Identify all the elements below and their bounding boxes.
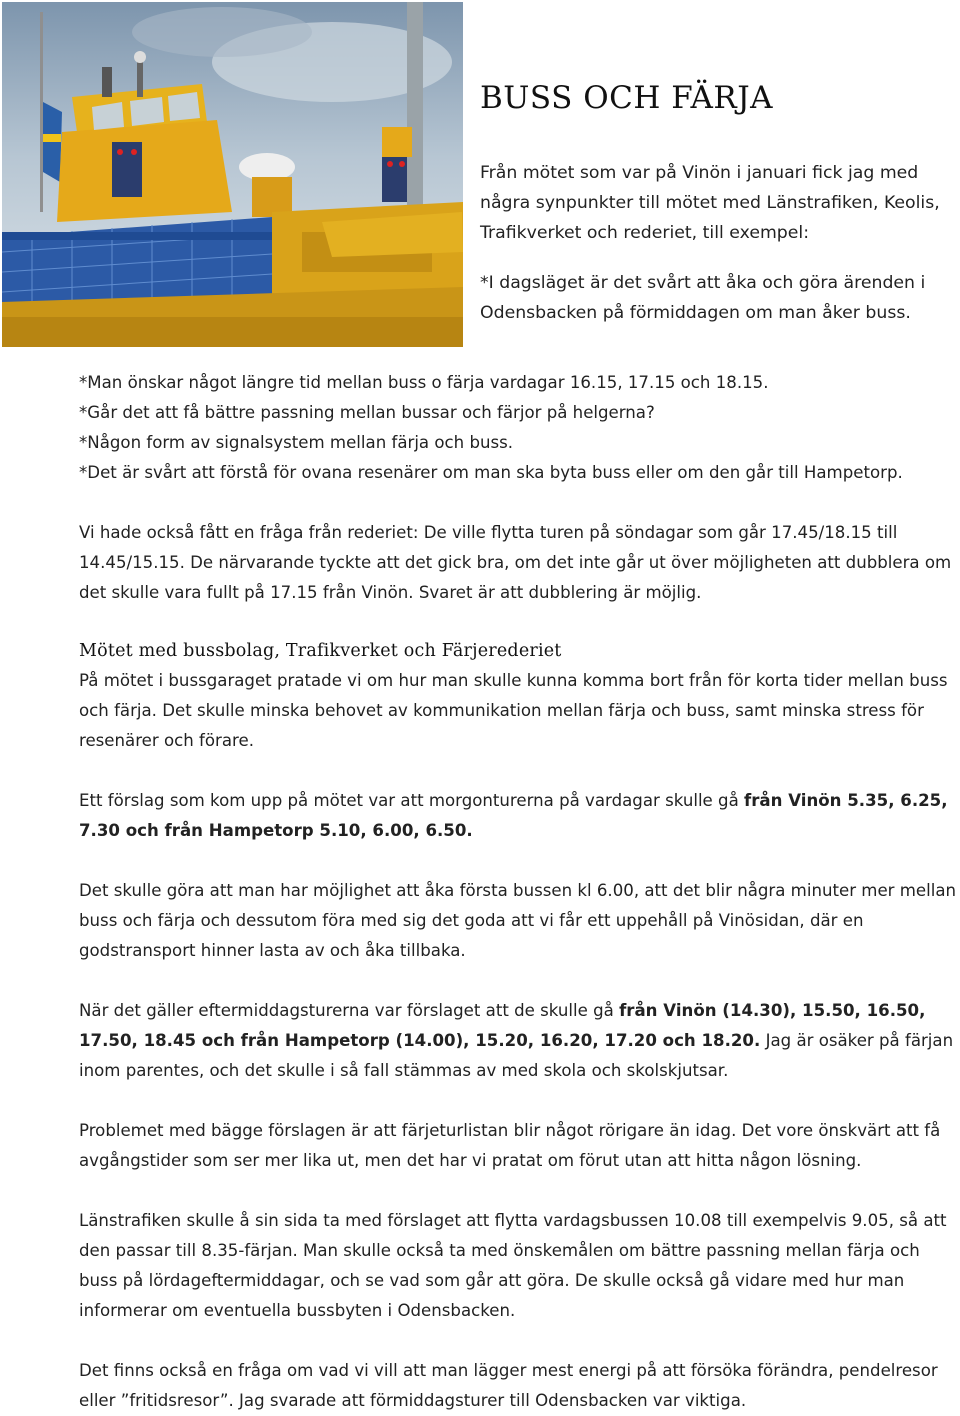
ferry-photo xyxy=(2,2,463,347)
paragraph-text: Jag är osäker på färjan inom parentes, och det skulle i så fall stämmas av med skola och skolskjutsar. xyxy=(79,1031,954,1080)
morning-proposal-paragraph xyxy=(79,786,957,846)
bullet-item: *Går det att få bättre passning mellan bussar och färjor på helgerna? xyxy=(79,403,655,422)
section-paragraph: På mötet i bussgaraget pratade vi om hur man skulle kunna komma bort från för korta tider mellan buss och färja. Det skulle minska behovet av kommunikation mellan färja och buss, samt minska stress för resenärer och förare. xyxy=(79,671,948,750)
bullet-item: *Man önskar något längre tid mellan buss o färja vardagar 16.15, 17.15 och 18.15. xyxy=(79,373,769,392)
main-content xyxy=(79,368,957,1416)
paragraph-text: När det gäller eftermiddagsturerna var förslaget att de skulle gå xyxy=(79,1001,620,1020)
intro-point: *I dagsläget är det svårt att åka och göra ärenden i Odensbacken på förmiddagen om man åker buss. xyxy=(480,273,926,323)
afternoon-proposal-paragraph xyxy=(79,996,957,1086)
rederiet-paragraph: Vi hade också fått en fråga från rederiet: De ville flytta turen på söndagar som går 17.45/18.15 till 14.45/15.15. De närvarande tyckte att det gick bra, om det inte går ut över möjligheten att dubblera om det skulle vara fullt på 17.15 från Vinön. Svaret är att dubblering är möjlig. xyxy=(79,523,952,602)
page-title: BUSS OCH FÄRJA xyxy=(480,80,774,116)
bullet-item: *Det är svårt att förstå för ovana resenärer om man ska byta buss eller om den går till Hampetorp. xyxy=(79,463,903,482)
section-heading: Mötet med bussbolag, Trafikverket och Färjerederiet xyxy=(79,641,562,661)
section-paragraph: Det skulle göra att man har möjlighet att åka första bussen kl 6.00, att det blir några minuter mer mellan buss och färja och dessutom föra med sig det goda att vi får ett uppehåll på Vinösidan, där en godstransport hinner lasta av och åka tillbaka. xyxy=(79,881,957,960)
section-paragraph: Länstrafiken skulle å sin sida ta med förslaget att flytta vardagsbussen 10.08 till exempelvis 9.05, så att den passar till 8.35-färjan. Man skulle också ta med önskemålen om bättre passning mellan färja och buss på lördageftermiddagar, och se vad som går att göra. De skulle också gå vidare med hur man informerar om eventuella bussbyten i Odensbacken. xyxy=(79,1211,947,1320)
section-paragraph: Det finns också en fråga om vad vi vill att man lägger mest energi på att försöka förändra, pendelresor eller ”fritidsresor”. Jag svarade att förmiddagsturer till Odensbacken var viktiga. xyxy=(79,1361,938,1410)
afternoon-times: från Vinön (14.30), 15.50, 16.50, 17.50, 18.45 och från Hampetorp (14.00), 15.20, 16.20, 17.20 och 18.20. xyxy=(79,1001,926,1050)
bullet-item: *Någon form av signalsystem mellan färja och buss. xyxy=(79,433,514,452)
intro-block xyxy=(480,158,955,328)
intro-paragraph: Från mötet som var på Vinön i januari fick jag med några synpunkter till mötet med Länstrafiken, Keolis, Trafikverket och rederiet, till exempel: xyxy=(480,163,940,243)
paragraph-text: Ett förslag som kom upp på mötet var att morgonturerna på vardagar skulle gå xyxy=(79,791,745,810)
morning-times: från Vinön 5.35, 6.25, 7.30 och från Hampetorp 5.10, 6.00, 6.50. xyxy=(79,791,948,840)
section-paragraph: Problemet med bägge förslagen är att färjeturlistan blir något rörigare än idag. Det vore önskvärt att få avgångstider som ser mer lika ut, men det har vi pratat om förut utan att hitta någon lösning. xyxy=(79,1121,941,1170)
